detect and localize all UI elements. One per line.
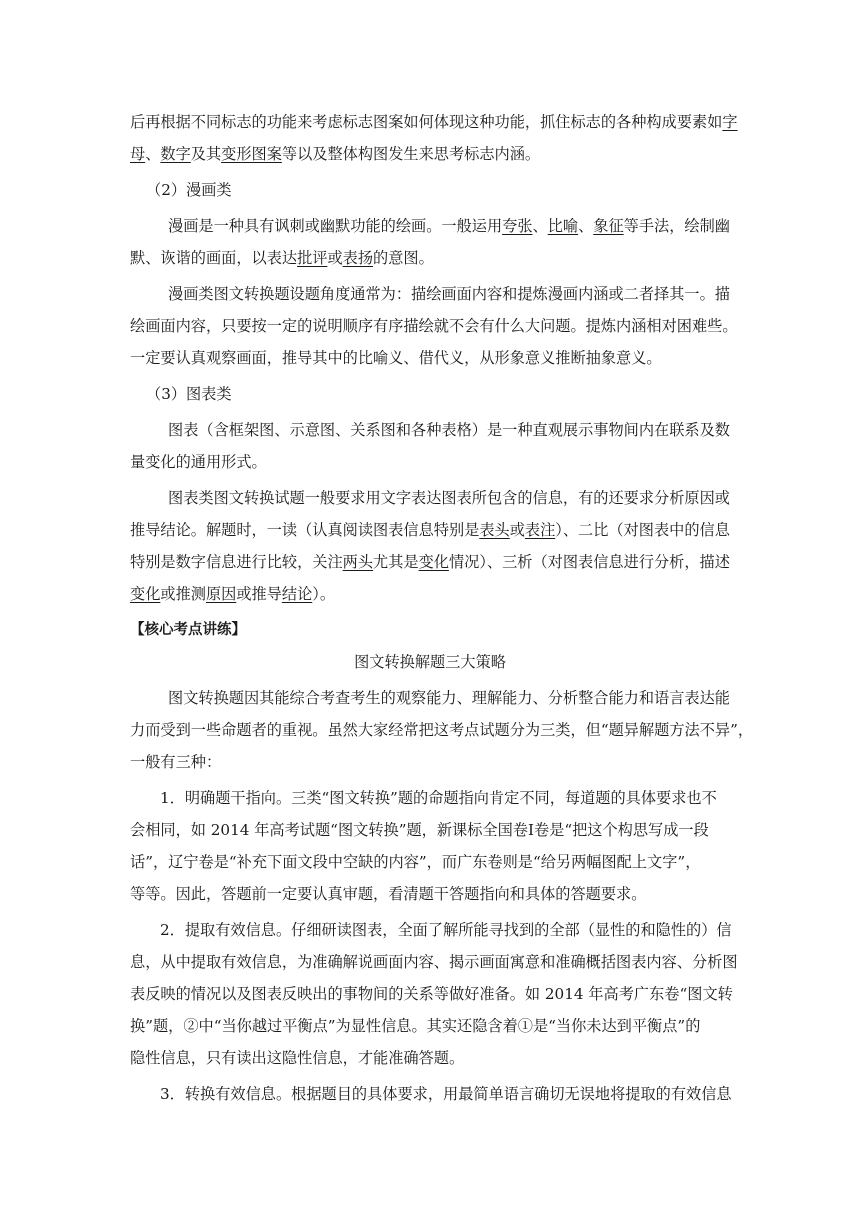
paragraph-line: 会相同，如 2014 年高考试题“图文转换”题，新课标全国卷Ⅰ卷是“把这个构思写成一段 xyxy=(130,821,709,839)
paragraph-line: 换”题，②中“当你越过平衡点”为显性信息。其实还隐含着①是“当你未达到平衡点”的 xyxy=(130,1017,701,1035)
paragraph-line: 母、数字及其变形图案等以及整体构图发生来思考标志内涵。 xyxy=(130,145,541,163)
paragraph-line: 一般有三种： xyxy=(130,753,222,771)
paragraph-line: 话”，辽宁卷是“补充下面文段中空缺的内容”，而广东卷则是“给另两幅图配上文字”， xyxy=(130,853,701,871)
paragraph-line: 图表类图文转换试题一般要求用文字表达图表所包含的信息，有的还要求分析原因或 xyxy=(168,489,730,507)
paragraph-line: 力而受到一些命题者的重视。虽然大家经常把这考点试题分为三类，但“题异解题方法不异”， xyxy=(130,721,754,739)
paragraph-line: 默、诙谐的画面，以表达批评或表扬的意图。 xyxy=(130,249,434,267)
paragraph-line: 2．提取有效信息。仔细研读图表，全面了解所能寻找到的全部（显性的和隐性的）信 xyxy=(160,921,732,939)
section-heading: （2）漫画类 xyxy=(146,181,232,199)
paragraph-line: 量变化的通用形式。 xyxy=(130,453,267,471)
paragraph-line: 1．明确题干指向。三类“图文转换”题的命题指向肯定不同，每道题的具体要求也不 xyxy=(160,789,717,807)
paragraph-line: 绘画面内容，只要按一定的说明顺序有序描绘就不会有什么大问题。提炼内涵相对困难些。 xyxy=(130,317,738,335)
paragraph-line: 变化或推测原因或推导结论）。 xyxy=(130,585,336,603)
section-heading: （3）图表类 xyxy=(146,385,232,403)
paragraph-line: 漫画是一种具有讽刺或幽默功能的绘画。一般运用夸张、比喻、象征等手法，绘制幽 xyxy=(168,217,730,235)
paragraph-line: 3．转换有效信息。根据题目的具体要求，用最简单语言确切无误地将提取的有效信息 xyxy=(160,1085,732,1103)
paragraph-line: 后再根据不同标志的功能来考虑标志图案如何体现这种功能，抓住标志的各种构成要素如字 xyxy=(130,113,738,131)
paragraph-line: 图表（含框架图、示意图、关系图和各种表格）是一种直观展示事物间内在联系及数 xyxy=(168,421,730,439)
center-title: 图文转换解题三大策略 xyxy=(354,653,506,671)
paragraph-line: 漫画类图文转换题设题角度通常为：描绘画面内容和提炼漫画内涵或二者择其一。描 xyxy=(168,285,730,303)
paragraph-line: 表反映的情况以及图表反映出的事物间的关系等做好准备。如 2014 年高考广东卷“图文转 xyxy=(130,985,733,1003)
paragraph-line: 特别是数字信息进行比较，关注两头尤其是变化情况）、三析（对图表信息进行分析，描述 xyxy=(130,553,730,571)
paragraph-line: 推导结论。解题时，一读（认真阅读图表信息特别是表头或表注）、二比（对图表中的信息 xyxy=(130,521,730,539)
paragraph-line: 图文转换题因其能综合考查考生的观察能力、理解能力、分析整合能力和语言表达能 xyxy=(168,689,730,707)
paragraph-line: 隐性信息，只有读出这隐性信息，才能准确答题。 xyxy=(130,1049,465,1067)
paragraph-line: 一定要认真观察画面，推导其中的比喻义、借代义，从形象意义推断抽象意义。 xyxy=(130,349,662,367)
paragraph-line: 等等。因此，答题前一定要认真审题，看清题干答题指向和具体的答题要求。 xyxy=(130,885,647,903)
paragraph-line: 息，从中提取有效信息，为准确解说画面内容、揭示画面寓意和准确概括图表内容、分析图 xyxy=(130,953,738,971)
core-heading: 【核心考点讲练】 xyxy=(130,622,246,638)
